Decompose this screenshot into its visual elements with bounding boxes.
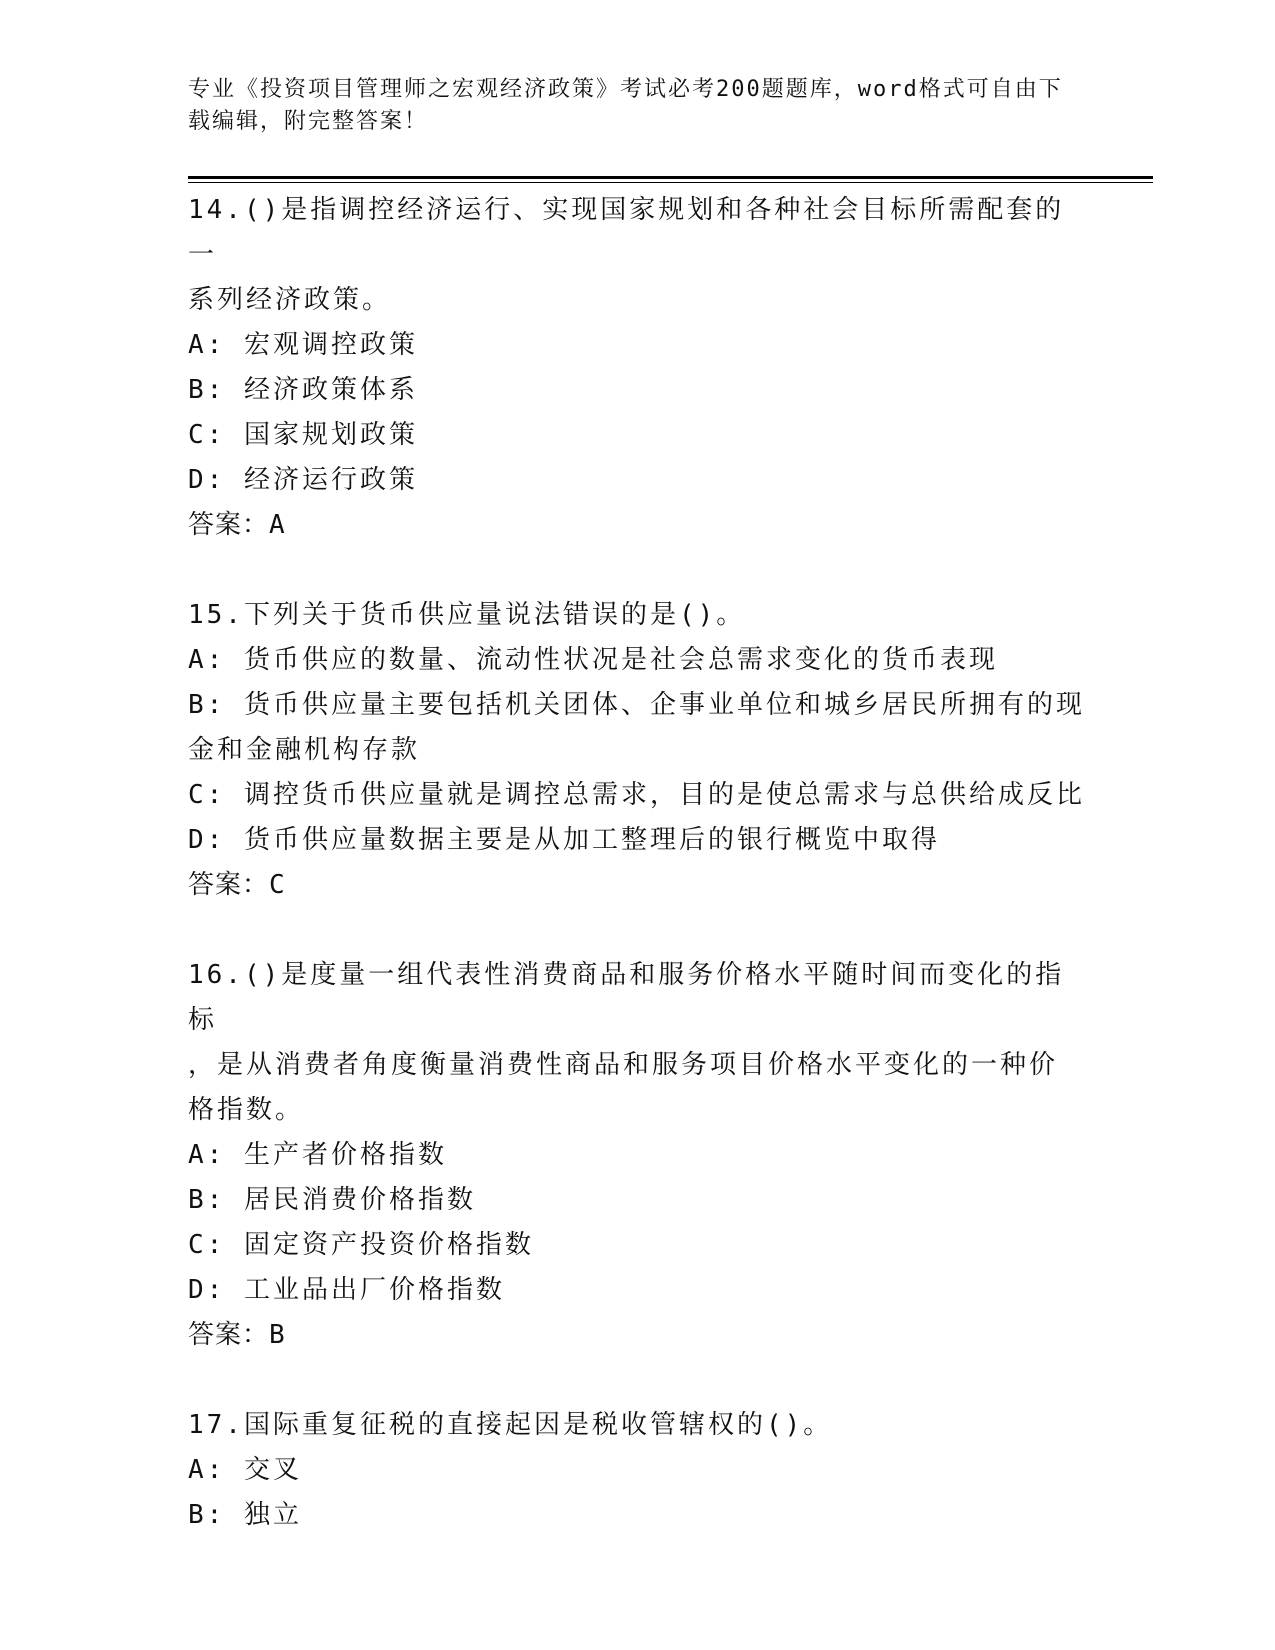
question-text: 16.()是度量一组代表性消费商品和服务价格水平随时间而变化的指标 (188, 960, 1065, 1035)
answer-text: 答案：B (188, 1320, 286, 1350)
question-block (188, 188, 1088, 548)
question-block (188, 593, 1088, 908)
question-block (188, 1403, 1088, 1538)
option-d: D: 经济运行政策 (188, 465, 418, 495)
option-b: B: 居民消费价格指数 (188, 1185, 476, 1215)
option-d: D: 工业品出厂价格指数 (188, 1275, 505, 1305)
document-intro: 专业《投资项目管理师之宏观经济政策》考试必考200题题库，word格式可自由下载编辑，附完整答案！ (188, 77, 1063, 134)
spacer (188, 908, 1088, 953)
option-d: D: 货币供应量数据主要是从加工整理后的银行概览中取得 (188, 825, 940, 855)
question-block (188, 953, 1088, 1358)
option-c: C: 固定资产投资价格指数 (188, 1230, 534, 1260)
answer-text: 答案：C (188, 870, 286, 900)
spacer (188, 548, 1088, 593)
option-b-continued: 金和金融机构存款 (188, 735, 421, 765)
option-b: B: 经济政策体系 (188, 375, 418, 405)
option-c: C: 调控货币供应量就是调控总需求，目的是使总需求与总供给成反比 (188, 780, 1085, 810)
question-text: 系列经济政策。 (188, 285, 392, 315)
header-divider-thin (188, 182, 1153, 183)
option-c: C: 国家规划政策 (188, 420, 418, 450)
option-a: A: 交叉 (188, 1455, 302, 1485)
answer-text: 答案：A (188, 510, 286, 540)
question-text: 17.国际重复征税的直接起因是税收管辖权的()。 (188, 1410, 833, 1440)
option-b: B: 独立 (188, 1500, 302, 1530)
question-text: ，是从消费者角度衡量消费性商品和服务项目价格水平变化的一种价 (188, 1050, 1059, 1080)
option-a: A: 货币供应的数量、流动性状况是社会总需求变化的货币表现 (188, 645, 998, 675)
spacer (188, 1358, 1088, 1403)
option-b: B: 货币供应量主要包括机关团体、企事业单位和城乡居民所拥有的现 (188, 690, 1085, 720)
option-a: A: 宏观调控政策 (188, 330, 418, 360)
question-text: 15.下列关于货币供应量说法错误的是()。 (188, 600, 746, 630)
option-a: A: 生产者价格指数 (188, 1140, 447, 1170)
question-text: 14.()是指调控经济运行、实现国家规划和各种社会目标所需配套的一 (188, 195, 1065, 270)
question-text: 格指数。 (188, 1095, 305, 1125)
question-list (188, 188, 1088, 1538)
header-divider-thick (188, 176, 1153, 179)
